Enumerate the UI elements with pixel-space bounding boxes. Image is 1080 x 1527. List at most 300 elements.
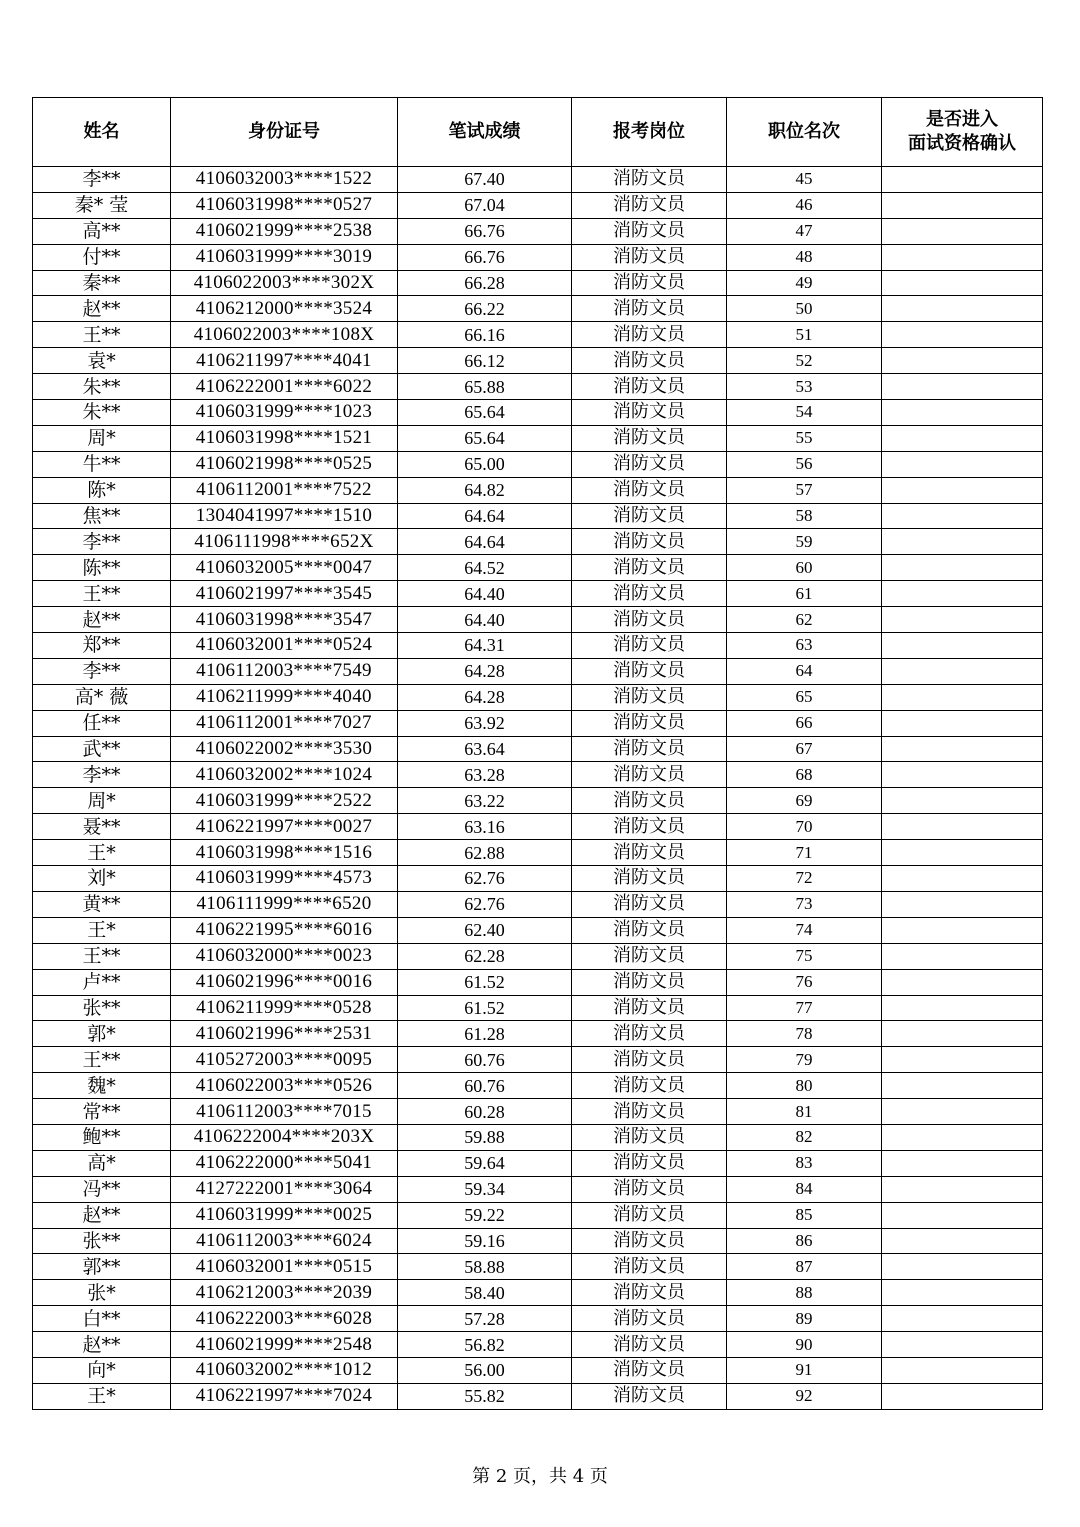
table-row [33, 218, 1043, 244]
confirm-cell [882, 814, 1043, 840]
name-cell: 陈** [33, 555, 171, 581]
name-cell: 王* [33, 917, 171, 943]
id-number-cell: 4106221995****6016 [171, 917, 398, 943]
confirm-cell [882, 762, 1043, 788]
position-cell: 消防文员 [572, 917, 727, 943]
score-cell: 65.88 [398, 374, 572, 400]
position-cell: 消防文员 [572, 1254, 727, 1280]
position-cell: 消防文员 [572, 1073, 727, 1099]
name-cell: 朱** [33, 374, 171, 400]
results-table [32, 97, 1043, 1410]
confirm-cell [882, 167, 1043, 193]
score-cell: 66.12 [398, 348, 572, 374]
confirm-cell [882, 788, 1043, 814]
score-cell: 63.64 [398, 736, 572, 762]
id-number-cell: 4106032002****1012 [171, 1357, 398, 1383]
table-row [33, 192, 1043, 218]
rank-cell: 74 [727, 917, 882, 943]
id-number-cell: 4106031999****2522 [171, 788, 398, 814]
score-cell: 64.82 [398, 477, 572, 503]
rank-cell: 63 [727, 633, 882, 659]
rank-cell: 67 [727, 736, 882, 762]
name-cell: 焦** [33, 503, 171, 529]
position-cell: 消防文员 [572, 374, 727, 400]
table-row [33, 270, 1043, 296]
position-cell: 消防文员 [572, 1332, 727, 1358]
table-row [33, 1332, 1043, 1358]
id-number-cell: 4106211999****4040 [171, 684, 398, 710]
rank-cell: 84 [727, 1176, 882, 1202]
id-number-cell: 4106222004****203X [171, 1124, 398, 1150]
score-cell: 61.52 [398, 995, 572, 1021]
id-number-cell: 4106031998****1521 [171, 425, 398, 451]
score-cell: 66.16 [398, 322, 572, 348]
position-cell: 消防文员 [572, 1150, 727, 1176]
score-cell: 64.64 [398, 503, 572, 529]
table-row [33, 969, 1043, 995]
confirm-cell [882, 710, 1043, 736]
position-cell: 消防文员 [572, 348, 727, 374]
rank-cell: 69 [727, 788, 882, 814]
table-row [33, 425, 1043, 451]
name-cell: 王* [33, 1383, 171, 1409]
confirm-cell [882, 348, 1043, 374]
position-cell: 消防文员 [572, 555, 727, 581]
position-cell: 消防文员 [572, 529, 727, 555]
score-cell: 64.40 [398, 607, 572, 633]
name-cell: 王** [33, 1047, 171, 1073]
id-number-cell: 4106222000****5041 [171, 1150, 398, 1176]
position-cell: 消防文员 [572, 633, 727, 659]
confirm-cell [882, 374, 1043, 400]
table-row [33, 555, 1043, 581]
score-cell: 60.28 [398, 1099, 572, 1125]
name-cell: 朱** [33, 400, 171, 426]
table-row [33, 814, 1043, 840]
position-cell: 消防文员 [572, 607, 727, 633]
score-cell: 66.76 [398, 244, 572, 270]
rank-cell: 66 [727, 710, 882, 736]
score-cell: 59.34 [398, 1176, 572, 1202]
position-cell: 消防文员 [572, 425, 727, 451]
table-row [33, 1280, 1043, 1306]
score-cell: 65.00 [398, 451, 572, 477]
confirm-cell [882, 296, 1043, 322]
rank-cell: 52 [727, 348, 882, 374]
id-number-cell: 4106031998****1516 [171, 840, 398, 866]
table-row [33, 1021, 1043, 1047]
score-cell: 65.64 [398, 400, 572, 426]
header-confirm-line1: 是否进入 [926, 109, 998, 130]
name-cell: 刘* [33, 866, 171, 892]
table-row [33, 1124, 1043, 1150]
name-cell: 郑** [33, 633, 171, 659]
name-cell: 高* [33, 1150, 171, 1176]
confirm-cell [882, 451, 1043, 477]
position-cell: 消防文员 [572, 296, 727, 322]
score-cell: 63.22 [398, 788, 572, 814]
confirm-cell [882, 1176, 1043, 1202]
confirm-cell [882, 1150, 1043, 1176]
id-number-cell: 4106031999****4573 [171, 866, 398, 892]
score-cell: 61.52 [398, 969, 572, 995]
page-footer: 第 2 页，共 4 页 [472, 1466, 608, 1487]
id-number-cell: 4106032005****0047 [171, 555, 398, 581]
id-number-cell: 4106032003****1522 [171, 167, 398, 193]
id-number-cell: 4106032000****0023 [171, 943, 398, 969]
id-number-cell: 4106022003****0526 [171, 1073, 398, 1099]
position-cell: 消防文员 [572, 891, 727, 917]
score-cell: 63.28 [398, 762, 572, 788]
name-cell: 张** [33, 995, 171, 1021]
id-number-cell: 4127222001****3064 [171, 1176, 398, 1202]
score-cell: 67.04 [398, 192, 572, 218]
rank-cell: 60 [727, 555, 882, 581]
confirm-cell [882, 1073, 1043, 1099]
table-row [33, 633, 1043, 659]
name-cell: 李** [33, 658, 171, 684]
position-cell: 消防文员 [572, 788, 727, 814]
table-row [33, 1073, 1043, 1099]
id-number-cell: 4106021996****0016 [171, 969, 398, 995]
score-cell: 60.76 [398, 1073, 572, 1099]
name-cell: 张** [33, 1228, 171, 1254]
id-number-cell: 4106022002****3530 [171, 736, 398, 762]
table-row [33, 1254, 1043, 1280]
confirm-cell [882, 736, 1043, 762]
id-number-cell: 4106112003****7549 [171, 658, 398, 684]
rank-cell: 79 [727, 1047, 882, 1073]
score-cell: 59.88 [398, 1124, 572, 1150]
rank-cell: 64 [727, 658, 882, 684]
rank-cell: 91 [727, 1357, 882, 1383]
table-row [33, 1383, 1043, 1409]
rank-cell: 62 [727, 607, 882, 633]
name-cell: 向* [33, 1357, 171, 1383]
confirm-cell [882, 969, 1043, 995]
rank-cell: 90 [727, 1332, 882, 1358]
id-number-cell: 4106221997****7024 [171, 1383, 398, 1409]
table-row [33, 244, 1043, 270]
confirm-cell [882, 1124, 1043, 1150]
name-cell: 王** [33, 322, 171, 348]
id-number-cell: 4106021998****0525 [171, 451, 398, 477]
header-name: 姓名 [33, 98, 171, 167]
table-row [33, 1176, 1043, 1202]
id-number-cell: 4106212000****3524 [171, 296, 398, 322]
position-cell: 消防文员 [572, 1306, 727, 1332]
rank-cell: 92 [727, 1383, 882, 1409]
name-cell: 郭** [33, 1254, 171, 1280]
score-cell: 64.31 [398, 633, 572, 659]
header-row [33, 98, 1043, 167]
confirm-cell [882, 866, 1043, 892]
rank-cell: 75 [727, 943, 882, 969]
score-cell: 64.28 [398, 658, 572, 684]
id-number-cell: 4106031999****0025 [171, 1202, 398, 1228]
id-number-cell: 4106111998****652X [171, 529, 398, 555]
table-row [33, 374, 1043, 400]
id-number-cell: 4106222003****6028 [171, 1306, 398, 1332]
position-cell: 消防文员 [572, 1047, 727, 1073]
name-cell: 魏* [33, 1073, 171, 1099]
header-written-score: 笔试成绩 [398, 98, 572, 167]
table-row [33, 762, 1043, 788]
score-cell: 59.22 [398, 1202, 572, 1228]
score-cell: 61.28 [398, 1021, 572, 1047]
rank-cell: 81 [727, 1099, 882, 1125]
id-number-cell: 4106211997****4041 [171, 348, 398, 374]
name-cell: 秦** [33, 270, 171, 296]
confirm-cell [882, 529, 1043, 555]
id-number-cell: 4106031999****3019 [171, 244, 398, 270]
rank-cell: 82 [727, 1124, 882, 1150]
position-cell: 消防文员 [572, 658, 727, 684]
table-row [33, 348, 1043, 374]
confirm-cell [882, 1332, 1043, 1358]
position-cell: 消防文员 [572, 1383, 727, 1409]
score-cell: 59.64 [398, 1150, 572, 1176]
position-cell: 消防文员 [572, 969, 727, 995]
id-number-cell: 4106031998****3547 [171, 607, 398, 633]
confirm-cell [882, 633, 1043, 659]
id-number-cell: 4106021999****2538 [171, 218, 398, 244]
position-cell: 消防文员 [572, 451, 727, 477]
id-number-cell: 4106022003****108X [171, 322, 398, 348]
id-number-cell: 4106021997****3545 [171, 581, 398, 607]
table-row [33, 788, 1043, 814]
position-cell: 消防文员 [572, 814, 727, 840]
table-row [33, 1202, 1043, 1228]
confirm-cell [882, 192, 1043, 218]
rank-cell: 55 [727, 425, 882, 451]
id-number-cell: 4106112003****6024 [171, 1228, 398, 1254]
rank-cell: 49 [727, 270, 882, 296]
id-number-cell: 4106222001****6022 [171, 374, 398, 400]
score-cell: 63.16 [398, 814, 572, 840]
rank-cell: 80 [727, 1073, 882, 1099]
id-number-cell: 4106032001****0515 [171, 1254, 398, 1280]
table-row [33, 1047, 1043, 1073]
rank-cell: 51 [727, 322, 882, 348]
name-cell: 赵** [33, 1332, 171, 1358]
name-cell: 武** [33, 736, 171, 762]
name-cell: 常** [33, 1099, 171, 1125]
confirm-cell [882, 477, 1043, 503]
name-cell: 冯** [33, 1176, 171, 1202]
id-number-cell: 4106221997****0027 [171, 814, 398, 840]
position-cell: 消防文员 [572, 503, 727, 529]
rank-cell: 61 [727, 581, 882, 607]
name-cell: 高* 薇 [33, 684, 171, 710]
position-cell: 消防文员 [572, 477, 727, 503]
name-cell: 周* [33, 788, 171, 814]
rank-cell: 70 [727, 814, 882, 840]
table-row [33, 607, 1043, 633]
score-cell: 63.92 [398, 710, 572, 736]
name-cell: 袁* [33, 348, 171, 374]
rank-cell: 77 [727, 995, 882, 1021]
confirm-cell [882, 1047, 1043, 1073]
id-number-cell: 4106112001****7522 [171, 477, 398, 503]
name-cell: 郭* [33, 1021, 171, 1047]
confirm-cell [882, 1228, 1043, 1254]
rank-cell: 83 [727, 1150, 882, 1176]
position-cell: 消防文员 [572, 736, 727, 762]
name-cell: 秦* 莹 [33, 192, 171, 218]
score-cell: 58.88 [398, 1254, 572, 1280]
rank-cell: 85 [727, 1202, 882, 1228]
table-row [33, 1306, 1043, 1332]
name-cell: 王* [33, 840, 171, 866]
score-cell: 56.00 [398, 1357, 572, 1383]
rank-cell: 87 [727, 1254, 882, 1280]
confirm-cell [882, 1383, 1043, 1409]
score-cell: 59.16 [398, 1228, 572, 1254]
table-row [33, 503, 1043, 529]
confirm-cell [882, 270, 1043, 296]
score-cell: 66.22 [398, 296, 572, 322]
confirm-cell [882, 218, 1043, 244]
position-cell: 消防文员 [572, 400, 727, 426]
rank-cell: 73 [727, 891, 882, 917]
position-cell: 消防文员 [572, 218, 727, 244]
rank-cell: 58 [727, 503, 882, 529]
rank-cell: 50 [727, 296, 882, 322]
rank-cell: 76 [727, 969, 882, 995]
score-cell: 64.40 [398, 581, 572, 607]
position-cell: 消防文员 [572, 1176, 727, 1202]
table-body [33, 167, 1043, 1410]
table-row [33, 866, 1043, 892]
confirm-cell [882, 891, 1043, 917]
id-number-cell: 4106022003****302X [171, 270, 398, 296]
id-number-cell: 4106212003****2039 [171, 1280, 398, 1306]
id-number-cell: 4106111999****6520 [171, 891, 398, 917]
rank-cell: 56 [727, 451, 882, 477]
name-cell: 牛** [33, 451, 171, 477]
confirm-cell [882, 943, 1043, 969]
rank-cell: 72 [727, 866, 882, 892]
name-cell: 黄** [33, 891, 171, 917]
name-cell: 聂** [33, 814, 171, 840]
header-confirm-line2: 面试资格确认 [908, 133, 1016, 154]
confirm-cell [882, 400, 1043, 426]
id-number-cell: 4106032001****0524 [171, 633, 398, 659]
score-cell: 66.28 [398, 270, 572, 296]
name-cell: 王** [33, 581, 171, 607]
rank-cell: 59 [727, 529, 882, 555]
confirm-cell [882, 684, 1043, 710]
position-cell: 消防文员 [572, 1228, 727, 1254]
table-row [33, 943, 1043, 969]
confirm-cell [882, 658, 1043, 684]
header-rank: 职位名次 [727, 98, 882, 167]
table-header [33, 98, 1043, 167]
id-number-cell: 4106031998****0527 [171, 192, 398, 218]
table-row [33, 917, 1043, 943]
table-row [33, 736, 1043, 762]
rank-cell: 88 [727, 1280, 882, 1306]
name-cell: 李** [33, 762, 171, 788]
score-cell: 62.76 [398, 866, 572, 892]
score-cell: 64.64 [398, 529, 572, 555]
confirm-cell [882, 995, 1043, 1021]
confirm-cell [882, 425, 1043, 451]
rank-cell: 54 [727, 400, 882, 426]
position-cell: 消防文员 [572, 581, 727, 607]
position-cell: 消防文员 [572, 1357, 727, 1383]
name-cell: 周* [33, 425, 171, 451]
rank-cell: 86 [727, 1228, 882, 1254]
score-cell: 62.40 [398, 917, 572, 943]
position-cell: 消防文员 [572, 244, 727, 270]
rank-cell: 45 [727, 167, 882, 193]
confirm-cell [882, 244, 1043, 270]
table-row [33, 167, 1043, 193]
table-row [33, 1357, 1043, 1383]
table-row [33, 296, 1043, 322]
score-cell: 62.88 [398, 840, 572, 866]
confirm-cell [882, 1357, 1043, 1383]
name-cell: 赵** [33, 296, 171, 322]
position-cell: 消防文员 [572, 710, 727, 736]
score-cell: 67.40 [398, 167, 572, 193]
rank-cell: 53 [727, 374, 882, 400]
id-number-cell: 1304041997****1510 [171, 503, 398, 529]
name-cell: 陈* [33, 477, 171, 503]
name-cell: 白** [33, 1306, 171, 1332]
rank-cell: 71 [727, 840, 882, 866]
table-row [33, 400, 1043, 426]
rank-cell: 47 [727, 218, 882, 244]
rank-cell: 78 [727, 1021, 882, 1047]
position-cell: 消防文员 [572, 192, 727, 218]
name-cell: 赵** [33, 1202, 171, 1228]
name-cell: 付** [33, 244, 171, 270]
id-number-cell: 4106021999****2548 [171, 1332, 398, 1358]
score-cell: 58.40 [398, 1280, 572, 1306]
position-cell: 消防文员 [572, 167, 727, 193]
confirm-cell [882, 1306, 1043, 1332]
table-row [33, 1150, 1043, 1176]
name-cell: 高** [33, 218, 171, 244]
confirm-cell [882, 555, 1043, 581]
confirm-cell [882, 1021, 1043, 1047]
score-cell: 56.82 [398, 1332, 572, 1358]
confirm-cell [882, 1099, 1043, 1125]
table-row [33, 1228, 1043, 1254]
name-cell: 卢** [33, 969, 171, 995]
id-number-cell: 4106032002****1024 [171, 762, 398, 788]
position-cell: 消防文员 [572, 270, 727, 296]
position-cell: 消防文员 [572, 840, 727, 866]
score-cell: 65.64 [398, 425, 572, 451]
rank-cell: 48 [727, 244, 882, 270]
position-cell: 消防文员 [572, 1280, 727, 1306]
table-row [33, 477, 1043, 503]
rank-cell: 57 [727, 477, 882, 503]
position-cell: 消防文员 [572, 762, 727, 788]
table-row [33, 581, 1043, 607]
score-cell: 62.28 [398, 943, 572, 969]
score-cell: 60.76 [398, 1047, 572, 1073]
score-cell: 55.82 [398, 1383, 572, 1409]
rank-cell: 68 [727, 762, 882, 788]
id-number-cell: 4106031999****1023 [171, 400, 398, 426]
header-interview-confirm [882, 98, 1043, 167]
score-cell: 62.76 [398, 891, 572, 917]
